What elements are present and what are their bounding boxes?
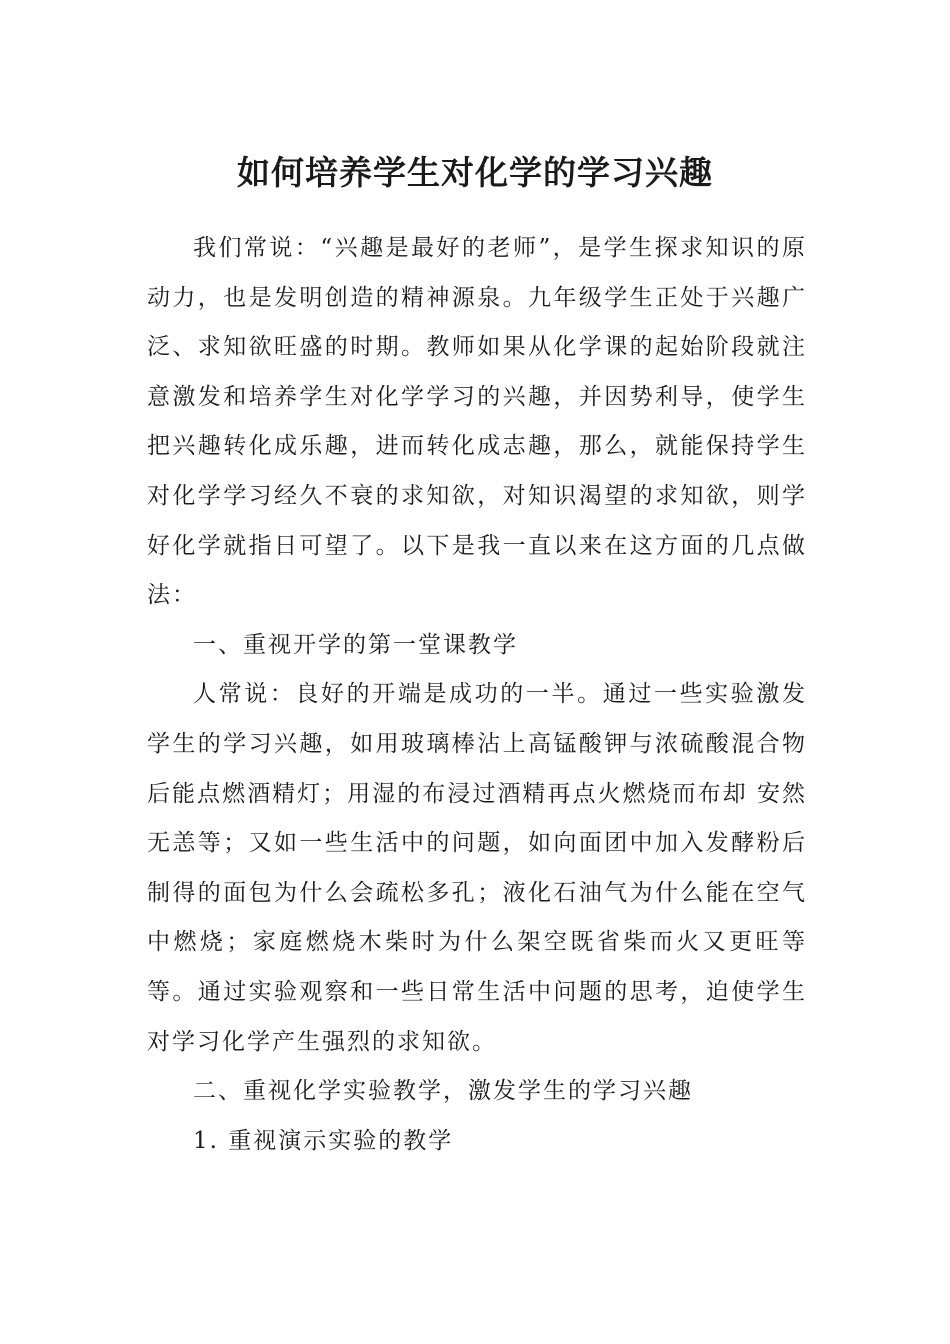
intro-paragraph: 我们常说：“兴趣是最好的老师”，是学生探求知识的原动力，也是发明创造的精神源泉。九年级学生正处于兴趣广泛、求知欲旺盛的时期。教师如果从化学课的起始阶段就注意激发和培养学生对化学学习的兴趣，并因势利导，使学生把兴趣转化成乐趣，进而转化成志趣，那么，就能保持学生对化学学习经久不衰的求知欲，对知识渴望的求知欲，则学好化学就指日可望了。以下是我一直以来在这方面的几点做法： xyxy=(147,235,807,609)
document-body xyxy=(147,224,807,1166)
document-title: 如何培养学生对化学的学习兴趣 xyxy=(237,153,713,193)
section-heading-2: 二、重视化学实验教学，激发学生的学习兴趣 xyxy=(193,1078,693,1105)
section-heading-1: 一、重视开学的第一堂课教学 xyxy=(193,631,518,658)
subsection-heading-2-1: 1. 重视演示实验的教学 xyxy=(193,1127,454,1154)
section-1-paragraph: 人常说：良好的开端是成功的一半。通过一些实验激发学生的学习兴趣，如用玻璃棒沾上高锰酸钾与浓硫酸混合物后能点燃酒精灯；用湿的布浸过酒精再点火燃烧而布却 安然无恙等；又如一些生活中的问题，如向面团中加入发酵粉后制得的面包为什么会疏松多孔；液化石油气为什么能在空气中燃烧；家庭燃烧木柴时为什么架空既省柴而火又更旺等等。通过实验观察和一些日常生活中问题的思考，迫使学生对学习化学产生强烈的求知欲。 xyxy=(147,681,807,1055)
